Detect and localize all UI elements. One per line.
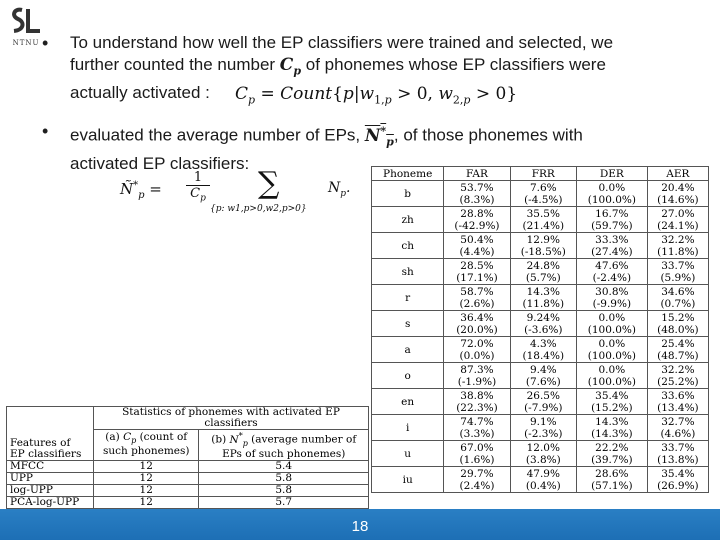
der-cell <box>576 181 647 207</box>
delta: (0.0%) <box>459 349 495 362</box>
frr-cell <box>510 415 576 441</box>
value: 33.7% <box>661 259 695 272</box>
frr-cell <box>510 467 576 493</box>
value: 0.0% <box>598 363 626 376</box>
value: 67.0% <box>460 441 494 454</box>
table-row <box>372 415 709 441</box>
delta: (26.9%) <box>657 479 699 492</box>
delta: (48.0%) <box>657 323 699 336</box>
eq-lhs-sup: * <box>133 180 139 191</box>
stats-caption: Statistics of phonemes with activated EP classifiers <box>94 407 369 430</box>
eq-sum-sub: {p: w1,p>0,w2,p>0} <box>210 204 307 214</box>
delta: (1.6%) <box>459 453 495 466</box>
avg-cell: 5.4 <box>199 460 369 472</box>
count-header-letter: C <box>123 431 132 444</box>
far-cell <box>444 389 510 415</box>
value: 87.3% <box>460 363 494 376</box>
delta: (0.4%) <box>525 479 561 492</box>
avg-header-sup: * <box>238 431 243 440</box>
logo-text: NTNU <box>12 39 40 47</box>
phoneme-cell: b <box>372 181 444 207</box>
value: 74.7% <box>460 415 494 428</box>
sigma-icon: ∑ <box>258 166 280 201</box>
delta: (-2.4%) <box>592 271 632 284</box>
aer-cell <box>647 415 708 441</box>
average-ep-equation <box>120 166 360 230</box>
cp-subscript: p <box>293 64 302 78</box>
phoneme-cell: iu <box>372 467 444 493</box>
delta: (0.7%) <box>660 297 696 310</box>
delta: (-18.5%) <box>520 245 566 258</box>
features-header <box>7 407 94 461</box>
value: 32.7% <box>661 415 695 428</box>
bullet1-line2 <box>70 54 613 82</box>
delta: (3.8%) <box>525 453 561 466</box>
bullet1-line1: To understand how well the EP classifiers were trained and selected, we <box>70 33 614 52</box>
avg-header-line2: EPs of such phonemes) <box>222 447 346 460</box>
phoneme-table-body <box>372 181 709 493</box>
value: 72.0% <box>460 337 494 350</box>
value: 35.4% <box>661 467 695 480</box>
eq-frac-den-letter: C <box>190 186 201 201</box>
phoneme-cell: sh <box>372 259 444 285</box>
np-var <box>364 124 394 149</box>
delta: (100.0%) <box>587 349 636 362</box>
count-header-var <box>123 431 137 446</box>
delta: (4.6%) <box>660 427 696 440</box>
far-cell <box>444 285 510 311</box>
value: 28.5% <box>460 259 494 272</box>
eq-frac-num: 1 <box>193 170 203 185</box>
eq-lhs-sub: p <box>138 190 145 201</box>
col-header-der: DER <box>576 167 647 181</box>
far-cell <box>444 181 510 207</box>
table-row <box>372 233 709 259</box>
value: 14.3% <box>526 285 560 298</box>
table-row <box>7 472 369 484</box>
phoneme-cell: r <box>372 285 444 311</box>
count-header-pre: (a) <box>105 431 124 444</box>
delta: (5.9%) <box>660 271 696 284</box>
table-row <box>372 363 709 389</box>
avg-header-sub: p <box>242 438 248 448</box>
frr-cell <box>510 337 576 363</box>
table-row <box>372 207 709 233</box>
value: 29.7% <box>460 467 494 480</box>
value: 47.6% <box>595 259 629 272</box>
phoneme-cell: zh <box>372 207 444 233</box>
table-header-row <box>372 167 709 181</box>
aer-cell <box>647 233 708 259</box>
bullet1-line2-post: of phonemes whose EP classifiers were <box>301 55 606 74</box>
table-row <box>7 496 369 508</box>
value: 36.4% <box>460 311 494 324</box>
delta: (48.7%) <box>657 349 699 362</box>
der-cell <box>576 467 647 493</box>
delta: (13.8%) <box>657 453 699 466</box>
value: 9.1% <box>529 415 557 428</box>
stats-caption-row <box>7 407 369 430</box>
frr-cell <box>510 207 576 233</box>
feature-cell: UPP <box>7 472 94 484</box>
count-formula: $C_p$ = $Count\{p|w_{1,p} > 0$, $w_{2,p} > 0$} <box>235 84 518 107</box>
value: 4.3% <box>529 337 557 350</box>
value: 12.0% <box>526 441 560 454</box>
table-row <box>372 311 709 337</box>
value: 35.5% <box>526 207 560 220</box>
table-row <box>7 484 369 496</box>
delta: (22.3%) <box>456 401 498 414</box>
avg-header-letter: N <box>229 433 239 446</box>
value: 30.8% <box>595 285 629 298</box>
bullet2-line1-pre: evaluated the average number of EPs, <box>70 125 365 145</box>
phoneme-results-table <box>371 166 709 493</box>
delta: (21.4%) <box>522 219 565 232</box>
eq-lhs: $Ñ^*_p$ = <box>120 180 162 201</box>
delta: (17.1%) <box>456 271 498 284</box>
avg-header <box>199 430 369 461</box>
delta: (39.7%) <box>591 453 633 466</box>
sl-monogram-icon <box>6 4 46 38</box>
delta: (2.6%) <box>459 297 495 310</box>
value: 22.2% <box>595 441 629 454</box>
features-header-line2: EP classifiers <box>10 447 82 460</box>
value: 9.4% <box>529 363 557 376</box>
value: 9.24% <box>526 311 560 324</box>
page-number: 18 <box>351 518 369 535</box>
cp-var <box>279 55 302 78</box>
value: 34.6% <box>661 285 695 298</box>
np-sup: * <box>380 124 387 137</box>
far-cell <box>444 467 510 493</box>
avg-cell: 5.8 <box>199 472 369 484</box>
value: 24.8% <box>526 259 560 272</box>
col-header-far: FAR <box>444 167 510 181</box>
value: 53.7% <box>460 181 494 194</box>
value: 50.4% <box>460 233 494 246</box>
phoneme-cell: o <box>372 363 444 389</box>
delta: (8.3%) <box>459 193 495 206</box>
count-header-line2: such phonemes) <box>102 445 190 458</box>
count-cell: 12 <box>94 472 199 484</box>
count-header-line1 <box>97 432 195 446</box>
eq-term-sub: p <box>340 188 347 199</box>
count-cell: 12 <box>94 484 199 496</box>
delta: (18.4%) <box>522 349 565 362</box>
delta: (11.8%) <box>522 297 565 310</box>
aer-cell <box>647 363 708 389</box>
avg-header-post: (average number of <box>247 433 357 446</box>
bullet1-line3: actually activated : <box>70 83 210 103</box>
value: 33.6% <box>661 389 695 402</box>
delta: (14.3%) <box>591 427 633 440</box>
der-cell <box>576 415 647 441</box>
frr-cell <box>510 181 576 207</box>
value: 35.4% <box>595 389 629 402</box>
frr-cell <box>510 259 576 285</box>
delta: (7.6%) <box>525 375 561 388</box>
delta: (24.1%) <box>657 219 699 232</box>
value: 20.4% <box>661 181 695 194</box>
value: 15.2% <box>661 311 695 324</box>
value: 28.8% <box>460 207 494 220</box>
phoneme-cell: ch <box>372 233 444 259</box>
value: 32.2% <box>661 233 695 246</box>
table-row <box>372 441 709 467</box>
delta: (25.2%) <box>657 375 699 388</box>
delta: (27.4%) <box>591 245 633 258</box>
value: 32.2% <box>661 363 695 376</box>
eq-lhs-letter: Ñ <box>120 180 134 198</box>
eq-frac-den <box>186 185 210 204</box>
delta: (100.0%) <box>587 323 636 336</box>
np-letter: N <box>364 125 381 146</box>
table-row <box>372 285 709 311</box>
feature-cell: log-UPP <box>7 484 94 496</box>
aer-cell <box>647 285 708 311</box>
bullet2-line1-post: , of those phonemes with <box>393 125 583 145</box>
aer-cell <box>647 311 708 337</box>
eq-fraction <box>186 170 210 204</box>
avg-cell: 5.7 <box>199 496 369 508</box>
far-cell <box>444 337 510 363</box>
delta: (14.6%) <box>657 193 699 206</box>
count-header <box>94 430 199 461</box>
value: 33.3% <box>595 233 629 246</box>
delta: (-4.5%) <box>524 193 563 206</box>
avg-header-pre: (b) <box>211 433 230 446</box>
table-row <box>372 389 709 415</box>
delta: (-3.6%) <box>524 323 563 336</box>
der-cell <box>576 337 647 363</box>
aer-cell <box>647 259 708 285</box>
far-cell <box>444 363 510 389</box>
phoneme-cell: i <box>372 415 444 441</box>
delta: (100.0%) <box>587 193 636 206</box>
phoneme-cell: s <box>372 311 444 337</box>
der-cell <box>576 285 647 311</box>
frr-cell <box>510 389 576 415</box>
value: 25.4% <box>661 337 695 350</box>
value: 16.7% <box>595 207 629 220</box>
delta: (2.4%) <box>459 479 495 492</box>
delta: (4.4%) <box>459 245 495 258</box>
der-cell <box>576 311 647 337</box>
table-row <box>372 467 709 493</box>
bullet-dot: • <box>42 33 49 53</box>
value: 58.7% <box>460 285 494 298</box>
value: 7.6% <box>529 181 557 194</box>
frr-cell <box>510 233 576 259</box>
count-header-sub: p <box>131 436 137 446</box>
delta: (-1.9%) <box>457 375 497 388</box>
der-cell <box>576 233 647 259</box>
table-row <box>372 259 709 285</box>
delta: (5.7%) <box>525 271 561 284</box>
col-header-aer: AER <box>647 167 708 181</box>
value: 0.0% <box>598 337 626 350</box>
far-cell <box>444 441 510 467</box>
der-cell <box>576 389 647 415</box>
features-header-line1: Features of <box>10 436 71 449</box>
feature-cell: PCA-log-UPP <box>7 496 94 508</box>
delta: (59.7%) <box>591 219 633 232</box>
value: 28.6% <box>595 467 629 480</box>
phoneme-cell: en <box>372 389 444 415</box>
value: 47.9% <box>526 467 560 480</box>
statistics-table <box>6 406 369 509</box>
aer-cell <box>647 337 708 363</box>
avg-header-var <box>229 431 248 448</box>
ntnu-logo <box>6 4 46 48</box>
col-header-frr: FRR <box>510 167 576 181</box>
table-row <box>372 181 709 207</box>
eq-frac-den-sub: p <box>200 193 206 204</box>
phoneme-cell: a <box>372 337 444 363</box>
value: 0.0% <box>598 181 626 194</box>
feature-cell: MFCC <box>7 460 94 472</box>
delta: (57.1%) <box>591 479 633 492</box>
der-cell <box>576 259 647 285</box>
der-cell <box>576 441 647 467</box>
frr-cell <box>510 285 576 311</box>
delta: (20.0%) <box>456 323 498 336</box>
frr-cell <box>510 311 576 337</box>
value: 12.9% <box>526 233 560 246</box>
far-cell <box>444 415 510 441</box>
count-header-post: (count of <box>136 431 188 444</box>
eq-end: . <box>346 180 351 196</box>
delta: (3.3%) <box>459 427 495 440</box>
far-cell <box>444 233 510 259</box>
delta: (11.8%) <box>657 245 699 258</box>
bullet-dot: • <box>42 121 49 141</box>
eq-term <box>328 180 350 199</box>
bullet1-line2-pre: further counted the number <box>70 55 280 74</box>
delta: (15.2%) <box>591 401 633 414</box>
bullet2-line1 <box>70 120 583 153</box>
delta: (-7.9%) <box>524 401 563 414</box>
frr-cell <box>510 363 576 389</box>
avg-cell: 5.8 <box>199 484 369 496</box>
bullet2-line2: activated EP classifiers: <box>70 154 250 174</box>
avg-header-line1 <box>202 430 365 449</box>
col-header-phoneme: Phoneme <box>372 167 444 181</box>
delta: (100.0%) <box>587 375 636 388</box>
cp-letter: C <box>279 55 294 75</box>
count-cell: 12 <box>94 496 199 508</box>
eq-term-letter: N <box>328 180 341 196</box>
value: 38.8% <box>460 389 494 402</box>
count-cell: 12 <box>94 460 199 472</box>
delta: (-42.9%) <box>454 219 500 232</box>
value: 27.0% <box>661 207 695 220</box>
far-cell <box>444 207 510 233</box>
table-row <box>372 337 709 363</box>
np-sub: p <box>386 135 394 149</box>
delta: (-9.9%) <box>592 297 632 310</box>
value: 14.3% <box>595 415 629 428</box>
table-row <box>7 460 369 472</box>
aer-cell <box>647 389 708 415</box>
phoneme-cell: u <box>372 441 444 467</box>
aer-cell <box>647 441 708 467</box>
delta: (-2.3%) <box>524 427 563 440</box>
far-cell <box>444 259 510 285</box>
der-cell <box>576 207 647 233</box>
der-cell <box>576 363 647 389</box>
aer-cell <box>647 207 708 233</box>
aer-cell <box>647 181 708 207</box>
delta: (13.4%) <box>657 401 699 414</box>
frr-cell <box>510 441 576 467</box>
value: 33.7% <box>661 441 695 454</box>
value: 0.0% <box>598 311 626 324</box>
far-cell <box>444 311 510 337</box>
value: 26.5% <box>526 389 560 402</box>
aer-cell <box>647 467 708 493</box>
